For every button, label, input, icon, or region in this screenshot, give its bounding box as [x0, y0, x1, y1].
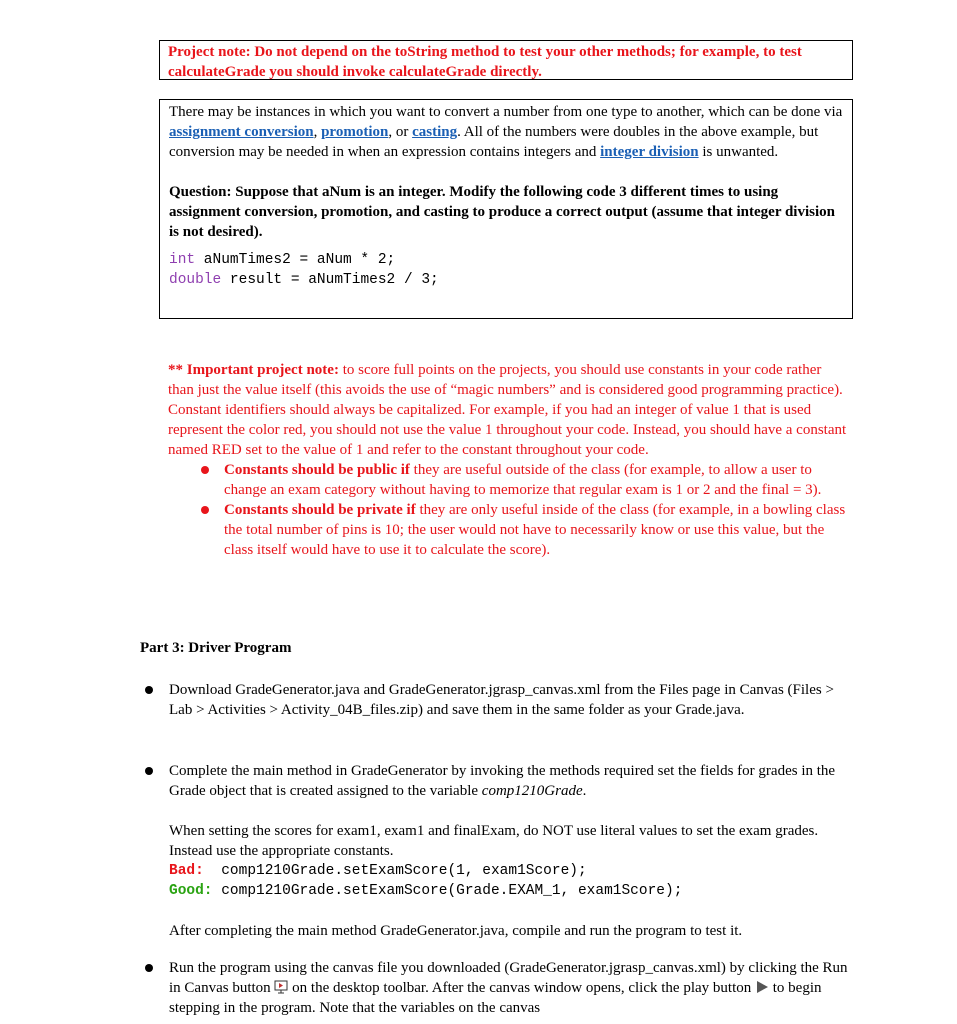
bullet-icon — [145, 686, 153, 694]
constants-instructions: When setting the scores for exam1, exam1 and finalExam, do NOT use literal values to set the exam grades. Instead use the appropriate constants. — [169, 823, 819, 859]
important-stars: ** — [168, 362, 187, 378]
code-line-1 — [169, 250, 843, 270]
bullet-text: they are useful outside of the class (for example, to allow a user to change an exam category without having to memorize that regular exam is 1 or 2 and the final = 3). — [224, 462, 822, 498]
project-note-box — [159, 40, 853, 80]
instruction-text: Complete the main method in GradeGenerator by invoking the methods required set the fields for grades in the Grade object that is created assigned to the variable — [169, 763, 836, 799]
code-keyword: int — [169, 252, 196, 268]
bullet-text: they are only useful inside of the class (for example, in a bowling class the total number of pins is 10; the user would not have to necessarily know or use this value, but the class itself would have to use it to calculate the score). — [224, 502, 846, 558]
bullet-icon — [145, 767, 153, 775]
run-instructions — [169, 958, 849, 1018]
variable-name: comp1210Grade — [481, 783, 583, 799]
conversion-box — [159, 99, 853, 319]
compile-instructions: After completing the main method GradeGenerator.java, compile and run the program to test it. — [169, 923, 743, 939]
promotion-link[interactable]: promotion — [321, 124, 389, 140]
bullet-bold: Constants should be private if — [224, 502, 416, 518]
constants-list — [168, 460, 848, 560]
question-text: Question: Suppose that aNum is an integer. Modify the following code 3 different times to using assignment conversion, promotion, and casting to produce a correct output (assume that integer division is not desired). — [169, 184, 835, 240]
conversion-text: . All of the numbers were doubles in the above example, but conversion may be needed in when an expression contains integers and — [169, 124, 819, 160]
list-item — [169, 958, 849, 1018]
code-text: aNumTimes2 = aNum * 2; — [195, 252, 396, 268]
good-example — [169, 881, 849, 901]
bad-label: Bad: — [169, 863, 204, 879]
integer-division-link[interactable]: integer division — [600, 144, 699, 160]
complete-main-instructions — [169, 761, 849, 801]
instruction-text: Run the program using the canvas file you downloaded (GradeGenerator.jgrasp_canvas.xml) by clicking the Run in Canvas button — [169, 960, 848, 996]
list-item — [169, 680, 849, 720]
code-keyword: double — [169, 272, 222, 288]
good-label: Good: — [169, 883, 213, 899]
part3-heading: Part 3: Driver Program — [140, 640, 292, 656]
conversion-separator: , — [313, 124, 322, 140]
project-note-text: Project note: Do not depend on the toString method to test your other methods; for example, to test calculateGrade you should invoke calculateGrade directly. — [168, 44, 802, 80]
important-paragraph — [168, 360, 848, 460]
conversion-text: There may be instances in which you want to convert a number from one type to another, which can be done via — [169, 104, 843, 120]
download-instructions: Download GradeGenerator.java and GradeGenerator.jgrasp_canvas.xml from the Files page in Canvas (Files > Lab > Activities > Activity_04B_files.zip) and save them in the same folder as your Grade.java. — [169, 682, 834, 718]
good-code: comp1210Grade.setExamScore(Grade.EXAM_1, exam1Score); — [212, 883, 683, 899]
code-line-2 — [169, 270, 843, 290]
bullet-bold: Constants should be public if — [224, 462, 410, 478]
instruction-text: . — [582, 783, 587, 799]
instruction-text: to begin stepping in the program. Note that the variables on the canvas — [169, 980, 822, 1016]
conversion-paragraph — [169, 102, 843, 162]
code-text: result = aNumTimes2 / 3; — [221, 272, 439, 288]
bad-code: comp1210Grade.setExamScore(1, exam1Score); — [203, 863, 587, 879]
important-note — [168, 360, 848, 560]
assignment-conversion-link[interactable]: assignment conversion — [169, 124, 314, 140]
bullet-icon — [201, 466, 209, 474]
bullet-icon — [145, 964, 153, 972]
code-block — [169, 250, 843, 290]
list-item — [168, 500, 848, 560]
bad-example — [169, 861, 849, 881]
conversion-separator: , or — [388, 124, 413, 140]
list-item — [168, 460, 848, 500]
bullet-icon — [201, 506, 209, 514]
run-in-canvas-icon[interactable] — [274, 980, 288, 994]
casting-link[interactable]: casting — [412, 124, 458, 140]
play-icon[interactable] — [755, 980, 769, 994]
important-text: to score full points on the projects, you should use constants in your code rather than just the value itself (this avoids the use of “magic numbers” and is considered good programming practice). Constant identifiers should always be capitalized. For example, if you had an integer of value 1 that is used represent the color red, you should not use the value 1 throughout your code. Instead, you should have a constant named RED set to the value of 1 and refer to the constant throughout your code. — [168, 362, 847, 458]
important-label: Important project note: — [186, 362, 339, 378]
instruction-text: on the desktop toolbar. After the canvas window opens, click the play button — [288, 980, 755, 996]
list-item — [169, 761, 849, 941]
conversion-text: is unwanted. — [698, 144, 779, 160]
